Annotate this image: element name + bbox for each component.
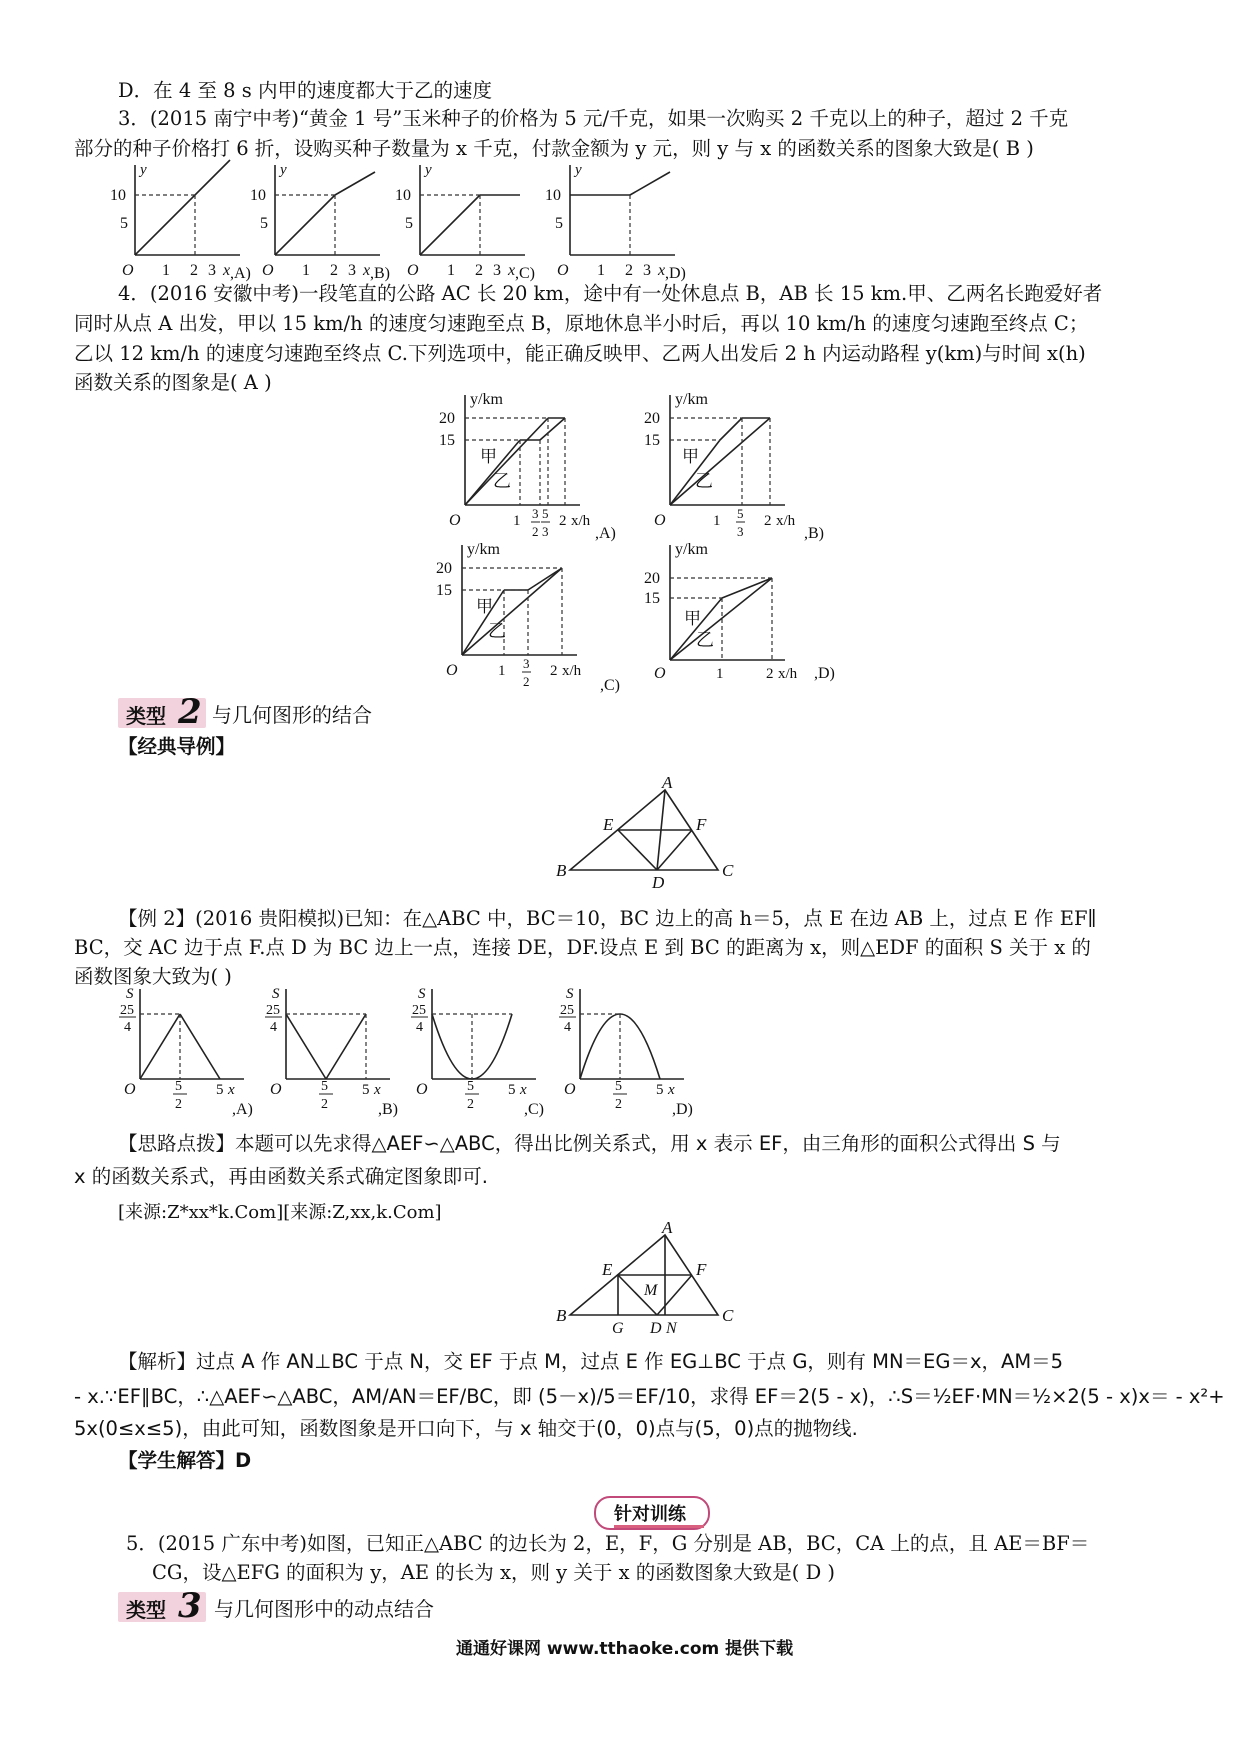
svg-text:4: 4 [270, 1020, 277, 1035]
svg-text:甲: 甲 [480, 447, 497, 467]
svg-text:2: 2 [330, 262, 338, 279]
q3-graph-d [545, 160, 695, 280]
svg-text:5: 5 [260, 215, 268, 232]
svg-text:乙: 乙 [488, 621, 506, 642]
solution-line3: 5x(0≤x≤5)，由此可知，函数图象是开口向下，与 x 轴交于(0，0)点与(5，0)点的抛物线. [74, 1417, 858, 1440]
svg-text:x: x [374, 1082, 381, 1098]
svg-text:3: 3 [493, 262, 501, 279]
svg-text:甲: 甲 [682, 447, 699, 467]
svg-text:15: 15 [644, 590, 660, 607]
type-3-title: 与几何图形中的动点结合 [214, 1597, 434, 1621]
svg-text:O: O [124, 1081, 136, 1098]
svg-text:10: 10 [545, 187, 561, 204]
q4-graph-a [435, 390, 635, 540]
ex2-graph-a [112, 984, 262, 1118]
hint-line2: x 的函数关系式，再由函数关系式确定图象即可. [74, 1165, 488, 1188]
svg-text:O: O [416, 1081, 428, 1098]
q3-graph-b [250, 160, 400, 280]
classic-example-heading: 【经典导例】 [118, 735, 236, 758]
svg-text:O: O [262, 262, 274, 279]
question-4-line3: 乙以 12 km/h 的速度匀速跑至终点 C.下列选项中，能正确反映甲、乙两人出发后 2 h 内运动路程 y(km)与时间 x(h) [74, 342, 1086, 365]
svg-text:15: 15 [439, 432, 455, 449]
svg-text:1: 1 [716, 666, 724, 682]
svg-text:,B): ,B) [804, 525, 824, 542]
svg-text:C: C [722, 861, 734, 880]
type-2-badge [118, 692, 206, 732]
svg-text:,A): ,A) [230, 265, 251, 282]
svg-text:,A): ,A) [595, 525, 616, 542]
example-2-line3: 函数图象大致为( ) [74, 965, 232, 988]
svg-text:5: 5 [615, 1079, 622, 1094]
svg-text:5: 5 [321, 1079, 328, 1094]
svg-text:x: x [363, 262, 371, 279]
svg-text:4: 4 [124, 1020, 131, 1035]
ex2-graph-d [552, 984, 702, 1118]
svg-text:2: 2 [559, 513, 567, 529]
svg-text:25: 25 [266, 1003, 280, 1018]
example-2-line2: BC，交 AC 边于点 F.点 D 为 BC 边上一点，连接 DE，DF.设点 E 到 BC 的距离为 x，则△EDF 的面积 S 关于 x 的 [74, 936, 1091, 959]
svg-text:5: 5 [362, 1082, 370, 1098]
training-label: 针对训练 [614, 1504, 686, 1525]
svg-text:G: G [612, 1320, 624, 1337]
svg-text:x/h: x/h [562, 663, 582, 679]
svg-text:y: y [575, 162, 582, 178]
svg-text:3: 3 [643, 262, 651, 279]
svg-text:乙: 乙 [696, 630, 714, 651]
svg-text:A: A [662, 773, 673, 792]
svg-text:20: 20 [644, 570, 660, 587]
example-2-line1: 【例 2】(2016 贵阳模拟)已知：在△ABC 中，BC＝10，BC 边上的高 h＝5，点 E 在边 AB 上，过点 E 作 EF∥ [118, 907, 1097, 930]
q4-graph-b [640, 390, 840, 540]
question-4-line2: 同时从点 A 出发，甲以 15 km/h 的速度匀速跑至点 B，原地休息半小时后，再以 10 km/h 的速度匀速跑至终点 C； [74, 312, 1089, 335]
svg-text:5: 5 [467, 1079, 474, 1094]
svg-text:1: 1 [513, 513, 521, 529]
svg-text:3: 3 [737, 524, 744, 539]
question-5-line1: 5．(2015 广东中考)如图，已知正△ABC 的边长为 2，E，F，G 分别是 AB，BC，CA 上的点，且 AE＝BF＝ [126, 1532, 1090, 1555]
svg-text:1: 1 [162, 262, 170, 279]
question-3-line1: 3．(2015 南宁中考)“黄金 1 号”玉米种子的价格为 5 元/千克，如果一次购买 2 千克以上的种子，超过 2 千克 [118, 107, 1069, 130]
solution-line1: 【解析】过点 A 作 AN⊥BC 于点 N，交 EF 于点 M，过点 E 作 EG⊥BC 于点 G，则有 MN＝EG＝x，AM＝5 [118, 1350, 1064, 1373]
svg-text:,B): ,B) [370, 265, 390, 282]
svg-text:5: 5 [120, 215, 128, 232]
svg-text:S: S [126, 986, 134, 1002]
svg-text:25: 25 [560, 1003, 574, 1018]
svg-text:O: O [446, 662, 458, 679]
svg-text:15: 15 [644, 432, 660, 449]
question-5-line2: CG，设△EFG 的面积为 y，AE 的长为 x，则 y 关于 x 的函数图象大致是( D ) [152, 1561, 836, 1584]
svg-text:15: 15 [436, 582, 452, 599]
svg-text:B: B [556, 1306, 567, 1325]
svg-text:x: x [508, 262, 516, 279]
type-label: 类型 [126, 704, 166, 728]
svg-text:y/km: y/km [470, 391, 503, 408]
svg-text:25: 25 [412, 1003, 426, 1018]
svg-text:5: 5 [555, 215, 563, 232]
svg-text:,B): ,B) [378, 1101, 398, 1118]
svg-text:3: 3 [532, 506, 539, 521]
svg-text:S: S [272, 986, 280, 1002]
svg-text:y: y [425, 162, 432, 178]
svg-text:2: 2 [615, 1097, 622, 1112]
svg-text:x: x [228, 1082, 235, 1098]
svg-text:,C): ,C) [600, 677, 620, 694]
svg-text:3: 3 [542, 524, 549, 539]
svg-text:3: 3 [348, 262, 356, 279]
svg-text:y/km: y/km [467, 541, 500, 558]
question-3-line2: 部分的种子价格打 6 折，设购买种子数量为 x 千克，付款金额为 y 元，则 y 与 x 的函数关系的图象大致是( B ) [74, 137, 1034, 160]
svg-text:B: B [556, 861, 567, 880]
triangle-figure-2 [550, 1218, 740, 1345]
svg-text:1: 1 [302, 262, 310, 279]
svg-text:M: M [644, 1282, 658, 1299]
svg-text:F: F [696, 815, 707, 834]
type-number: 3 [178, 1586, 202, 1626]
svg-text:25: 25 [120, 1003, 134, 1018]
svg-text:4: 4 [564, 1020, 571, 1035]
svg-text:O: O [654, 512, 666, 529]
svg-text:C: C [722, 1306, 734, 1325]
svg-text:2: 2 [190, 262, 198, 279]
svg-text:y: y [280, 162, 287, 178]
type-2-title: 与几何图形的结合 [212, 703, 372, 727]
svg-text:甲: 甲 [476, 597, 493, 617]
svg-text:E: E [602, 1260, 613, 1279]
svg-text:S: S [418, 986, 426, 1002]
svg-text:x/h: x/h [778, 666, 798, 682]
training-underline [614, 1525, 704, 1528]
svg-text:,C): ,C) [524, 1101, 544, 1118]
svg-text:x/h: x/h [571, 513, 591, 529]
svg-text:10: 10 [110, 187, 126, 204]
svg-text:O: O [564, 1081, 576, 1098]
svg-text:D: D [652, 873, 665, 892]
svg-text:y: y [140, 162, 147, 178]
svg-text:1: 1 [498, 663, 506, 679]
svg-text:y/km: y/km [675, 541, 708, 558]
ex2-graph-c [404, 984, 554, 1118]
svg-text:x: x [668, 1082, 675, 1098]
svg-text:2: 2 [764, 513, 772, 529]
svg-text:乙: 乙 [695, 471, 713, 492]
svg-text:,D): ,D) [665, 265, 686, 282]
svg-text:5: 5 [405, 215, 413, 232]
svg-text:2: 2 [175, 1097, 182, 1112]
svg-text:5: 5 [216, 1082, 224, 1098]
svg-text:O: O [654, 665, 666, 682]
svg-text:20: 20 [439, 410, 455, 427]
svg-text:20: 20 [644, 410, 660, 427]
svg-text:1: 1 [713, 513, 721, 529]
q3-graph-a [110, 160, 260, 280]
question-4-line4: 函数关系的图象是( A ) [74, 371, 272, 394]
svg-text:O: O [270, 1081, 282, 1098]
type-3-badge [118, 1586, 206, 1626]
svg-text:2: 2 [532, 524, 539, 539]
svg-text:y/km: y/km [675, 391, 708, 408]
svg-text:1: 1 [597, 262, 605, 279]
ex2-graph-b [258, 984, 408, 1118]
svg-text:10: 10 [250, 187, 266, 204]
svg-text:D: D [650, 1320, 662, 1337]
svg-text:,A): ,A) [232, 1101, 253, 1118]
svg-text:20: 20 [436, 560, 452, 577]
svg-text:2: 2 [766, 666, 774, 682]
svg-text:2: 2 [523, 674, 530, 689]
q4-graph-d [640, 540, 840, 690]
svg-text:5: 5 [175, 1079, 182, 1094]
q3-graph-c [395, 160, 545, 280]
svg-text:x: x [658, 262, 666, 279]
svg-text:5: 5 [508, 1082, 516, 1098]
hint-line1: 【思路点拨】本题可以先求得△AEF∽△ABC，得出比例关系式，用 x 表示 EF，由三角形的面积公式得出 S 与 [118, 1132, 1061, 1155]
solution-line2: - x.∵EF∥BC，∴△AEF∽△ABC，AM/AN＝EF/BC，即 (5－x)/5＝EF/10，求得 EF＝2(5 - x)，∴S＝½EF·MN＝½×2(5 - x)x＝ - x²+ [74, 1385, 1225, 1408]
svg-text:2: 2 [550, 663, 558, 679]
type-number: 2 [178, 692, 202, 732]
svg-text:,D): ,D) [814, 665, 835, 682]
svg-text:,C): ,C) [515, 265, 535, 282]
svg-text:5: 5 [656, 1082, 664, 1098]
svg-text:N: N [666, 1320, 677, 1337]
svg-text:A: A [662, 1218, 673, 1237]
svg-text:2: 2 [467, 1097, 474, 1112]
svg-text:O: O [122, 262, 134, 279]
svg-text:2: 2 [475, 262, 483, 279]
svg-text:O: O [449, 512, 461, 529]
svg-text:x/h: x/h [776, 513, 796, 529]
svg-text:2: 2 [321, 1097, 328, 1112]
student-answer: 【学生解答】D [118, 1449, 252, 1472]
svg-text:S: S [566, 986, 574, 1002]
svg-text:5: 5 [542, 506, 549, 521]
svg-text:3: 3 [208, 262, 216, 279]
svg-text:x: x [223, 262, 231, 279]
type-label: 类型 [126, 1598, 166, 1622]
svg-text:1: 1 [447, 262, 455, 279]
svg-text:O: O [557, 262, 569, 279]
svg-text:2: 2 [625, 262, 633, 279]
svg-text:乙: 乙 [493, 471, 511, 492]
question-4-line1: 4．(2016 安徽中考)一段笔直的公路 AC 长 20 km，途中有一处休息点 B，AB 长 15 km.甲、乙两名长跑爱好者 [118, 282, 1103, 305]
source-note: [来源:Z*xx*k.Com][来源:Z,xx,k.Com] [118, 1202, 442, 1223]
svg-text:3: 3 [523, 656, 530, 671]
q4-graph-c [432, 540, 632, 694]
svg-text:5: 5 [737, 506, 744, 521]
triangle-figure-1 [550, 773, 740, 892]
svg-text:O: O [407, 262, 419, 279]
svg-text:甲: 甲 [684, 609, 701, 629]
svg-text:,D): ,D) [672, 1101, 693, 1118]
footer: 通通好课网 www.tthaoke.com 提供下载 [456, 1639, 794, 1659]
svg-text:F: F [696, 1260, 707, 1279]
svg-text:E: E [603, 815, 614, 834]
svg-text:x: x [520, 1082, 527, 1098]
line-option-d: D．在 4 至 8 s 内甲的速度都大于乙的速度 [118, 79, 492, 102]
svg-text:10: 10 [395, 187, 411, 204]
svg-text:4: 4 [416, 1020, 423, 1035]
